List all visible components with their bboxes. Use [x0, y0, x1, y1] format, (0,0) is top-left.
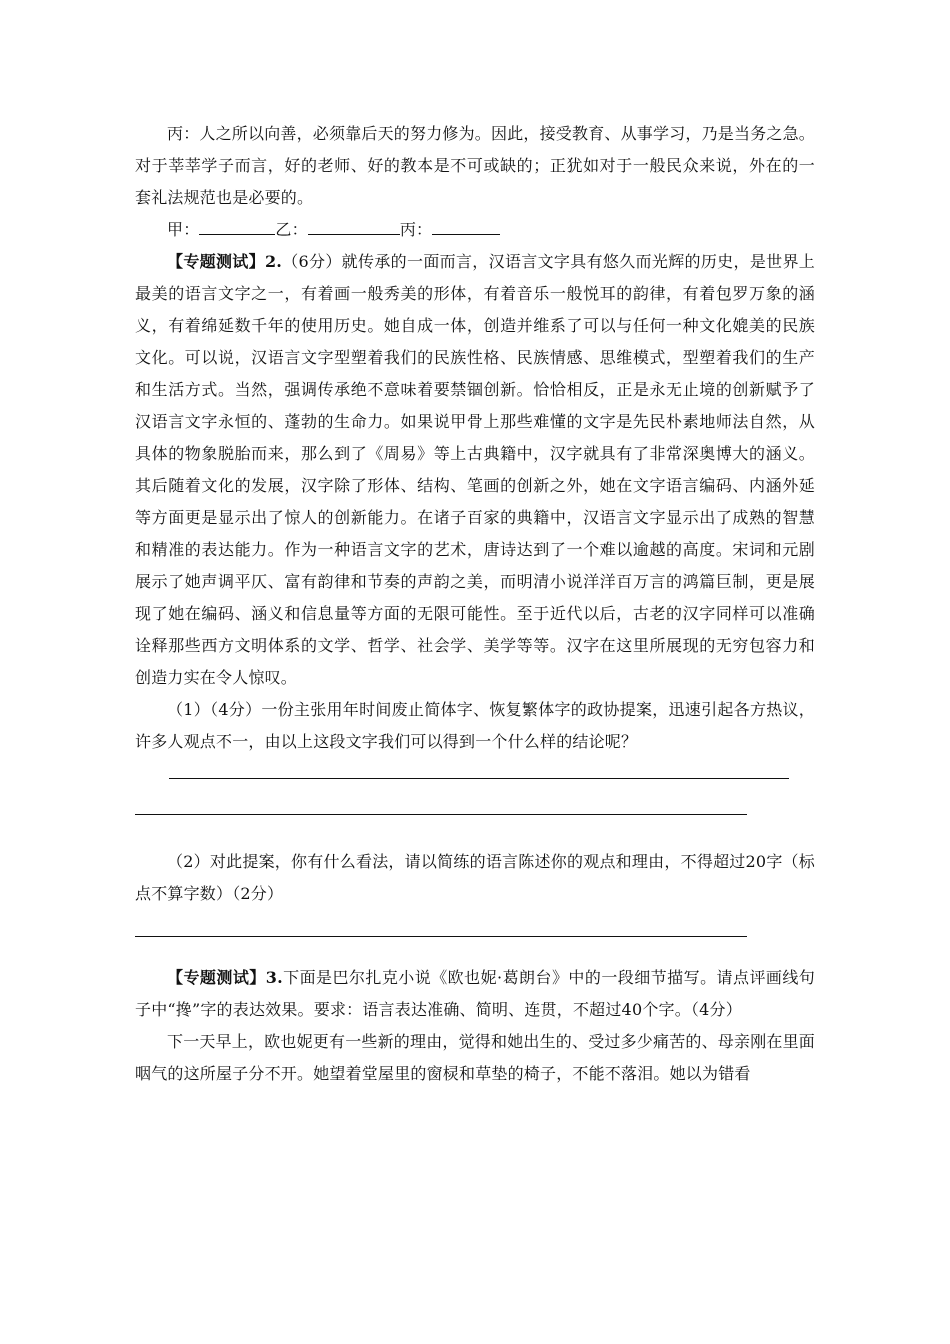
- label-bing: 丙：: [399, 220, 433, 239]
- question-3-passage: 下一天早上，欧也妮更有一些新的理由，觉得和她出生的、受过多少痛苦的、母亲刚在里面咽气的这所屋子分不开。她望着堂屋里的窗棂和草垫的椅子，不能不落泪。她以为错看: [135, 1032, 816, 1083]
- question-2-tag: 【专题测试】: [167, 252, 265, 271]
- fill-in-row: [135, 214, 815, 246]
- blank-yi[interactable]: [308, 216, 400, 235]
- question-3-tag: 【专题测试】: [167, 968, 266, 987]
- question-3-text: 下面是巴尔扎克小说《欧也妮·葛朗台》中的一段细节描写。请点评画线句子中“搀”字的表达效果。要求：语言表达准确、简明、连贯，不超过40个字。（4分）: [135, 968, 816, 1019]
- blank-bing[interactable]: [432, 216, 500, 235]
- question-2-sub2: （2）对此提案，你有什么看法，请以简练的语言陈述你的观点和理由，不得超过20字（标点不算字数）（2分）: [135, 852, 815, 903]
- paragraph-bing: 丙：人之所以向善，必须靠后天的努力修为。因此，接受教育、从事学习，乃是当务之急。对于莘莘学子而言，好的老师、好的教本是不可或缺的；正犹如对于一般民众来说，外在的一套礼法规范也是必要的。: [135, 124, 816, 207]
- question-3-number: 3.: [265, 968, 283, 987]
- blank-jia[interactable]: [199, 216, 275, 235]
- label-jia: 甲：: [167, 220, 200, 239]
- answer-line-2[interactable]: [135, 814, 747, 815]
- question-2-sub1: （1）（4分）一份主张用年时间废止简体字、恢复繁体字的政协提案，迅速引起各方热议，许多人观点不一，由以上这段文字我们可以得到一个什么样的结论呢？: [135, 700, 815, 751]
- document-content: [135, 118, 815, 1090]
- answer-area-sub1: [135, 758, 815, 846]
- question-2-text: （6分）就传承的一面而言，汉语言文字具有悠久而光辉的历史，是世界上最美的语言文字之一，有着画一般秀美的形体，有着音乐一般悦耳的韵律，有着包罗万象的涵义，有着绵延数千年的使用历史。她自成一体，创造并维系了可以与任何一种文化媲美的民族文化。可以说，汉语言文字型塑着我们的民族性格、民族情感、思维模式，型塑着我们的生产和生活方式。当然，强调传承绝不意味着要禁锢创新。恰恰相反，正是永无止境的创新赋予了汉语言文字永恒的、蓬勃的生命力。如果说甲骨上那些难懂的文字是先民朴素地师法自然，从具体的物象脱胎而来，那么到了《周易》等上古典籍中，汉字就具有了非常深奥博大的涵义。其后随着文化的发展，汉字除了形体、结构、笔画的创新之外，她在文字语言编码、内涵外延等方面更是显示出了惊人的创新能力。在诸子百家的典籍中，汉语言文字显示出了成熟的智慧和精准的表达能力。作为一种语言文字的艺术，唐诗达到了一个难以逾越的高度。宋词和元剧展示了她声调平仄、富有韵律和节奏的声韵之美，而明清小说洋洋百万言的鸿篇巨制，更是展现了她在编码、涵义和信息量等方面的无限可能性。至于近代以后，古老的汉字同样可以准确诠释那些西方文明体系的文学、哲学、社会学、美学等等。汉字在这里所展现的无穷包容力和创造力实在令人惊叹。: [135, 252, 816, 687]
- answer-area-sub2: [135, 910, 815, 962]
- answer-line-3[interactable]: [135, 936, 747, 937]
- question-2-intro: [135, 246, 815, 694]
- label-yi: 乙：: [275, 220, 308, 239]
- question-3-intro: [135, 962, 815, 1026]
- question-2-number: 2.: [264, 252, 283, 271]
- answer-line-1[interactable]: [169, 778, 789, 779]
